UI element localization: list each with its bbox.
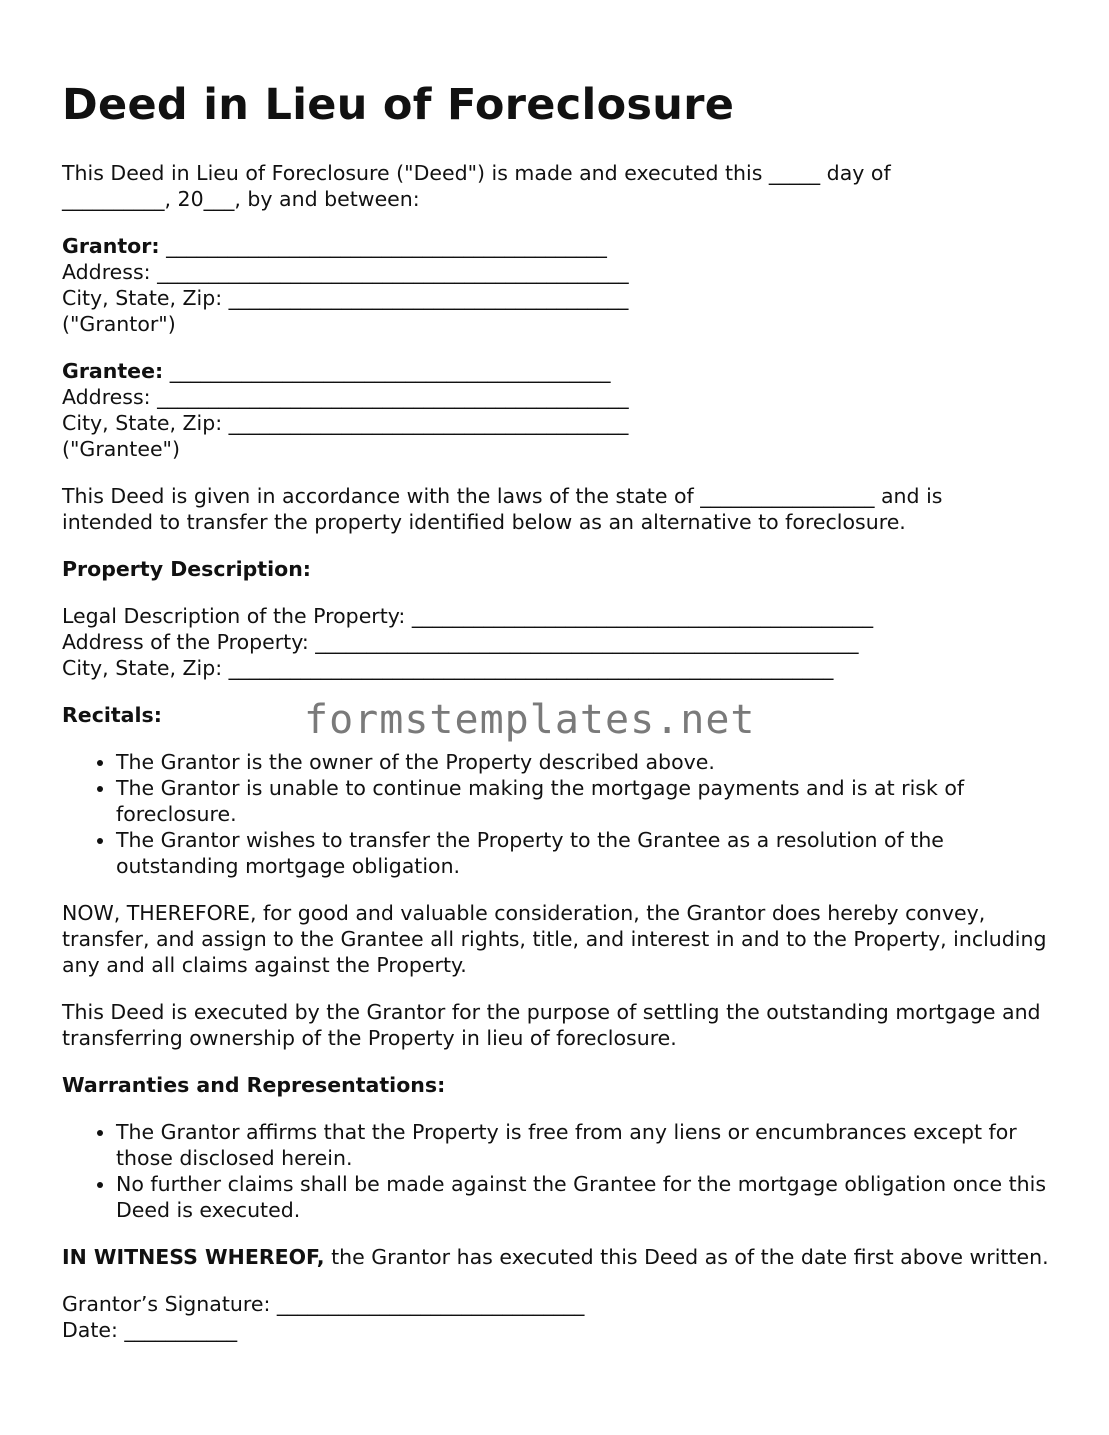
property-heading: Property Description:: [62, 557, 311, 581]
property-legal: Legal Description of the Property: _____________________________________________: [62, 604, 874, 628]
intro-paragraph: [62, 160, 1062, 212]
list-item: • The Grantor wishes to transfer the Property to the Grantee as a resolution of the outstanding mortgage obligation.: [116, 827, 1062, 879]
grantor-city: City, State, Zip: _______________________________________: [62, 286, 629, 310]
grantor-name-blank: ___________________________________________: [159, 234, 607, 258]
laws-line-1: This Deed is given in accordance with the laws of the state of _________________ and is: [62, 484, 943, 508]
grantor-label: Grantor:: [62, 234, 160, 258]
property-address: Address of the Property: _____________________________________________________: [62, 630, 859, 654]
grantee-address: Address: ______________________________________________: [62, 385, 629, 409]
grantee-name-blank: ___________________________________________: [163, 359, 611, 383]
document-title: Deed in Lieu of Foreclosure: [62, 80, 735, 130]
intro-line-2: __________, 20___, by and between:: [62, 187, 420, 211]
grantor-tag: ("Grantor"): [62, 312, 176, 336]
list-item: • The Grantor affirms that the Property is free from any liens or encumbrances except for those disclosed herein.: [116, 1119, 1062, 1171]
watermark-text: formstemplates.net: [304, 697, 756, 743]
grantee-tag: ("Grantee"): [62, 437, 180, 461]
signature-line: Grantor’s Signature: ______________________________: [62, 1292, 585, 1316]
signature-block: [62, 1291, 1062, 1343]
laws-line-2: intended to transfer the property identified below as an alternative to foreclosure.: [62, 510, 906, 534]
grantee-name-line: [62, 358, 1062, 384]
laws-paragraph: [62, 483, 1062, 535]
intro-line-1: This Deed in Lieu of Foreclosure ("Deed") is made and executed this _____ day of: [62, 161, 891, 185]
list-item: • No further claims shall be made against the Grantee for the mortgage obligation once this Deed is executed.: [116, 1171, 1062, 1223]
list-item: • The Grantor is unable to continue making the mortgage payments and is at risk of foreclosure.: [116, 775, 1062, 827]
witness-text: [62, 1244, 1062, 1270]
grantee-city: City, State, Zip: _______________________________________: [62, 411, 629, 435]
purpose-paragraph: [62, 999, 1062, 1051]
recitals-heading: Recitals:: [62, 703, 162, 727]
grantor-address: Address: ______________________________________________: [62, 260, 629, 284]
purpose-text: This Deed is executed by the Grantor for the purpose of settling the outstanding mortgage and transferring ownership of the Property in lieu of foreclosure.: [62, 1000, 1041, 1050]
grantee-label: Grantee:: [62, 359, 164, 383]
now-therefore-paragraph: [62, 900, 1062, 978]
warranties-heading: Warranties and Representations:: [62, 1073, 446, 1097]
property-city: City, State, Zip: ___________________________________________________________: [62, 656, 834, 680]
recitals-list: [62, 749, 1062, 879]
recitals-list-wrap: [62, 749, 1062, 879]
warranties-list-wrap: [62, 1119, 1062, 1223]
signature-date: Date: ___________: [62, 1318, 238, 1342]
now-therefore-text: NOW, THEREFORE, for good and valuable consideration, the Grantor does hereby convey, transfer, and assign to the Grantee all rights, title, and interest in and to the Property, including any and all claims against the Property.: [62, 901, 1047, 977]
grantor-block: [62, 233, 1062, 337]
warranties-list: [62, 1119, 1062, 1223]
witness-rest: the Grantor has executed this Deed as of the date first above written.: [324, 1245, 1049, 1269]
witness-bold: IN WITNESS WHEREOF,: [62, 1245, 325, 1269]
witness-paragraph: [62, 1244, 1062, 1270]
grantor-name-line: [62, 233, 1062, 259]
grantee-block: [62, 358, 1062, 462]
property-block: [62, 603, 1062, 681]
list-item: • The Grantor is the owner of the Property described above.: [116, 749, 1062, 775]
